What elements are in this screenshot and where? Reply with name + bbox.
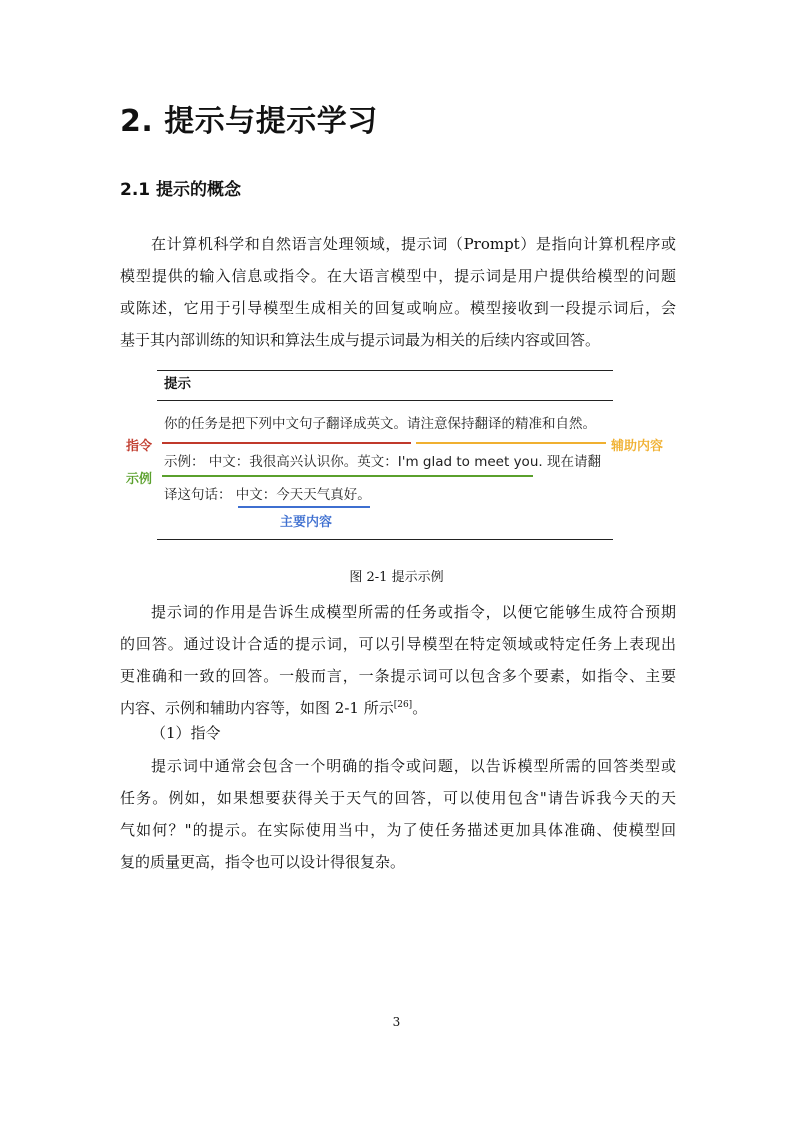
instruction-tag: 指令: [126, 439, 153, 454]
paragraph-line: 更准确和一致的回答。一般而言，一条提示词可以包含多个要素，如指令、主要: [120, 667, 676, 685]
paragraph-line: 或陈述，它用于引导模型生成相关的回复或响应。模型接收到一段提示词后，会: [120, 299, 676, 317]
paragraph-purpose: [120, 596, 676, 724]
paragraph-end: 。: [412, 699, 428, 717]
chapter-title: 2. 提示与提示学习: [120, 104, 378, 139]
paragraph-line: 提示词中通常会包含一个明确的指令或问题，以告诉模型所需的回答类型或: [151, 757, 676, 775]
figure-line-3: 译这句话： 中文：今天天气真好。: [164, 487, 371, 503]
paragraph-text: 内容、示例和辅助内容等，如图 2-1 所示: [120, 699, 394, 717]
paragraph-intro: [120, 228, 676, 356]
paragraph-line: 任务。例如，如果想要获得关于天气的回答，可以使用包含"请告诉我今天的天: [120, 789, 676, 807]
figure-caption: 图 2-1 提示示例: [349, 570, 444, 585]
figure-top-rule: [157, 370, 613, 371]
paragraph-line: 在计算机科学和自然语言处理领域，提示词（Prompt）是指向计算机程序或: [151, 235, 676, 253]
figure-line-1: 你的任务是把下列中文句子翻译成英文。请注意保持翻译的精准和自然。: [164, 416, 596, 432]
figure-header: 提示: [164, 376, 191, 392]
page-number: 3: [392, 1015, 401, 1029]
paragraph-line: 的回答。通过设计合适的提示词，可以引导模型在特定领域或特定任务上表现出: [120, 635, 676, 653]
citation-ref[interactable]: [26]: [393, 700, 413, 710]
auxiliary-tag: 辅助内容: [611, 439, 664, 454]
figure-line-2: 示例： 中文：我很高兴认识你。英文：I'm glad to meet you. 现在请翻: [164, 454, 601, 470]
paragraph-line: 模型提供的输入信息或指令。在大语言模型中，提示词是用户提供给模型的问题: [120, 267, 676, 285]
auxiliary-underline: [416, 442, 606, 444]
section-title: 2.1 提示的概念: [120, 180, 242, 200]
main-content-tag: 主要内容: [280, 515, 333, 530]
paragraph-line: 基于其内部训练的知识和算法生成与提示词最为相关的后续内容或回答。: [120, 331, 601, 349]
figure-bottom-rule: [157, 539, 613, 540]
paragraph-line: 复的质量更高，指令也可以设计得很复杂。: [120, 853, 406, 871]
figure-header-rule: [157, 400, 613, 401]
main-content-underline: [238, 506, 370, 508]
example-underline: [162, 475, 533, 477]
paragraph-instruction: [120, 750, 676, 878]
example-tag: 示例: [126, 472, 153, 487]
paragraph-line: 提示词的作用是告诉生成模型所需的任务或指令，以便它能够生成符合预期: [151, 603, 676, 621]
subsection-instruction: （1）指令: [151, 724, 221, 742]
paragraph-line: 气如何？"的提示。在实际使用当中，为了使任务描述更加具体准确、使模型回: [120, 821, 676, 839]
instruction-underline: [162, 442, 411, 444]
